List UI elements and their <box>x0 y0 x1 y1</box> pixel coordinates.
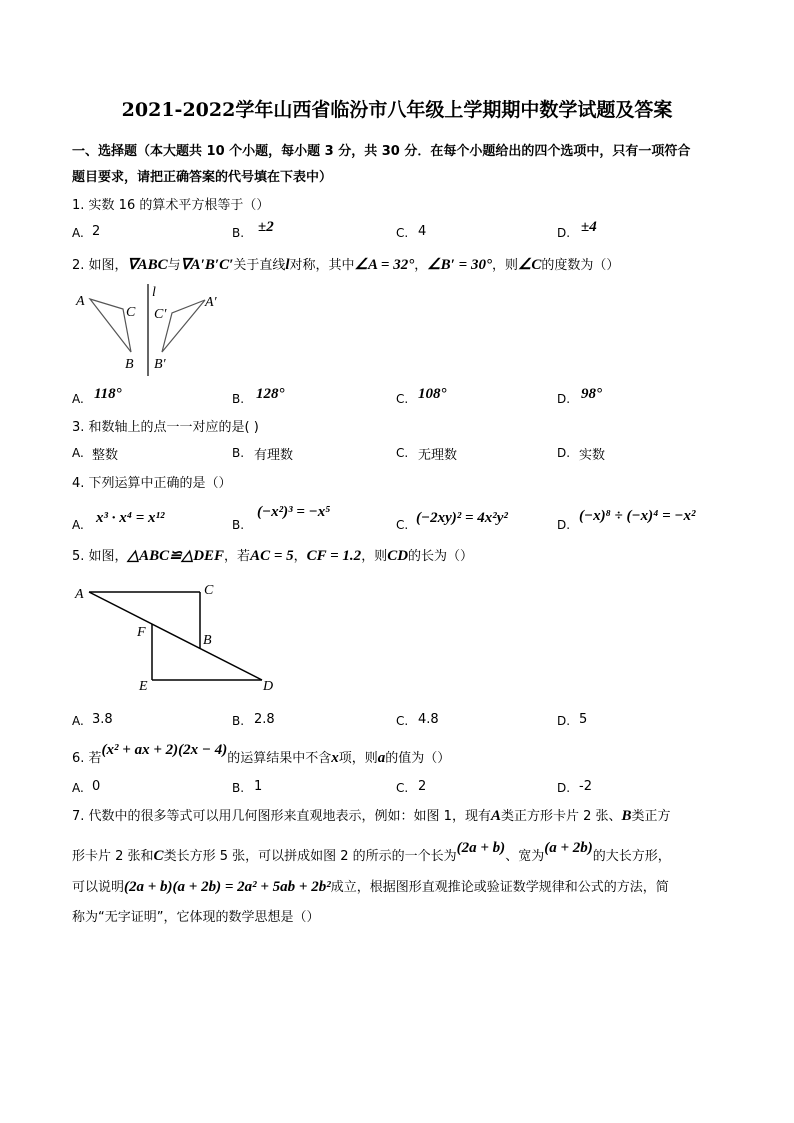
option-value: 118° <box>94 386 122 402</box>
option-label: C. <box>396 446 409 460</box>
label-f: F <box>137 625 146 640</box>
option-label: A. <box>72 714 84 728</box>
option-label: D. <box>557 714 571 728</box>
option-label: B. <box>232 714 245 728</box>
text: ， <box>293 549 307 564</box>
math: l <box>285 257 290 273</box>
page-title: 2021-2022学年山西省临汾市八年级上学期期中数学试题及答案 <box>121 99 673 121</box>
text: ， <box>414 258 428 273</box>
text: 的度数为（） <box>541 258 620 273</box>
option-value: 0 <box>92 779 101 794</box>
question-5 <box>72 545 473 565</box>
question-3: 3. 和数轴上的点一一对应的是( ) <box>72 420 259 435</box>
option-label: C. <box>396 714 409 728</box>
text: 对称，其中 <box>289 258 355 273</box>
option-value: x³ · x⁴ = x¹² <box>96 510 165 526</box>
option-value: 128° <box>256 386 285 402</box>
q7-line-2: 形卡片 2 张和C类长方形 5 张，可以拼成如图 2 的所示的一个长为(2a + b)、宽为(a + 2b)的大长方形， <box>72 840 671 864</box>
label-a: A <box>76 294 85 309</box>
option-value: 2 <box>92 224 101 239</box>
math: AC = 5 <box>250 548 294 564</box>
option-label: D. <box>557 226 571 240</box>
triangle-abc <box>90 299 131 352</box>
text: 关于直线 <box>233 258 286 273</box>
option-label: D. <box>557 781 571 795</box>
text: 项，则 <box>338 751 378 766</box>
option-value: 整数 <box>92 448 119 463</box>
option-value: 108° <box>418 386 447 402</box>
label-d: D <box>263 679 274 694</box>
math: ∠C <box>517 257 542 273</box>
option-value: ±4 <box>581 219 597 235</box>
label-l: l <box>152 285 156 300</box>
option-value: 98° <box>581 386 602 402</box>
text: 5. 如图， <box>72 549 128 564</box>
text: 的值为（） <box>385 751 451 766</box>
option-value: (−x²)³ = −x⁵ <box>257 504 331 520</box>
label-c: C <box>126 305 136 320</box>
option-label: B. <box>232 226 245 240</box>
math: ∇A′B′C′ <box>180 257 234 273</box>
label-c: C <box>204 583 214 598</box>
option-label: B. <box>232 392 245 406</box>
option-label: A. <box>72 446 84 460</box>
math: ∇ABC <box>127 257 168 273</box>
option-label: C. <box>396 781 409 795</box>
label-a-prime: A′ <box>205 295 217 310</box>
option-label: B. <box>232 446 245 460</box>
triangle-a2b2c2 <box>162 300 205 352</box>
option-value: -2 <box>579 779 592 794</box>
label-b-prime: B′ <box>154 357 166 372</box>
question-6 <box>72 742 451 767</box>
math: CF = 1.2 <box>306 548 362 564</box>
label-c-prime: C′ <box>154 307 167 322</box>
label-b: B <box>203 633 212 648</box>
label-e: E <box>139 679 148 694</box>
math: △ABC≌△DEF <box>127 548 225 564</box>
option-value: 无理数 <box>418 448 458 463</box>
math: (x² + ax + 2)(2x − 4) <box>101 742 228 758</box>
label-a: A <box>75 587 84 602</box>
math: ∠B′ = 30° <box>427 257 492 273</box>
option-label: C. <box>396 518 409 532</box>
option-label: C. <box>396 392 409 406</box>
option-value: 2.8 <box>254 712 275 727</box>
q2-figure <box>75 284 218 376</box>
option-value: 4 <box>418 224 427 239</box>
text: 的长为（） <box>408 549 474 564</box>
option-label: D. <box>557 392 571 406</box>
option-value: 2 <box>418 779 427 794</box>
text: 2. 如图， <box>72 258 128 273</box>
text: ，若 <box>224 549 251 564</box>
q5-figure <box>74 583 273 694</box>
q7-line-3: 可以说明(2a + b)(a + 2b) = 2a² + 5ab + 2b²成立，根据图形直观推论或验证数学规律和公式的方法，简 <box>72 879 669 895</box>
option-value: 3.8 <box>92 712 113 727</box>
option-label: D. <box>557 518 571 532</box>
option-value: 5 <box>579 712 588 727</box>
math: CD <box>387 548 409 564</box>
option-label: A. <box>72 226 84 240</box>
q7-line-4: 称为“无字证明”，它体现的数学思想是（） <box>72 910 320 925</box>
text: 与 <box>167 258 181 273</box>
question-1: 1. 实数 16 的算术平方根等于（） <box>72 198 270 213</box>
text: 6. 若 <box>72 751 102 766</box>
text: 的运算结果中不含 <box>227 751 332 766</box>
math: a <box>377 750 386 766</box>
option-label: B. <box>232 781 245 795</box>
option-value: 实数 <box>579 448 606 463</box>
math: ∠A = 32° <box>354 257 415 273</box>
label-b: B <box>125 357 134 372</box>
section-header-cont: 题目要求，请把正确答案的代号填在下表中） <box>72 170 333 185</box>
option-label: A. <box>72 781 84 795</box>
math: x <box>331 750 339 766</box>
option-label: C. <box>396 226 409 240</box>
option-label: A. <box>72 392 84 406</box>
question-4: 4. 下列运算中正确的是（） <box>72 476 232 491</box>
option-value: 有理数 <box>254 448 294 463</box>
option-value: ±2 <box>258 219 274 235</box>
option-label: D. <box>557 446 571 460</box>
option-value: (−2xy)² = 4x²y² <box>416 510 508 526</box>
option-value: 4.8 <box>418 712 439 727</box>
option-label: B. <box>232 518 245 532</box>
option-label: A. <box>72 518 84 532</box>
text: ，则 <box>361 549 388 564</box>
q7-line-1: 7. 代数中的很多等式可以用几何图形来直观地表示，例如：如图 1，现有A类正方形卡片 2 张、B类正方 <box>72 808 671 824</box>
option-value: (−x)⁸ ÷ (−x)⁴ = −x² <box>579 508 696 524</box>
text: ，则 <box>491 258 518 273</box>
option-value: 1 <box>254 779 263 794</box>
section-header: 一、选择题（本大题共 10 个小题，每小题 3 分，共 30 分．在每个小题给出的四个选项中，只有一项符合 <box>72 144 691 159</box>
